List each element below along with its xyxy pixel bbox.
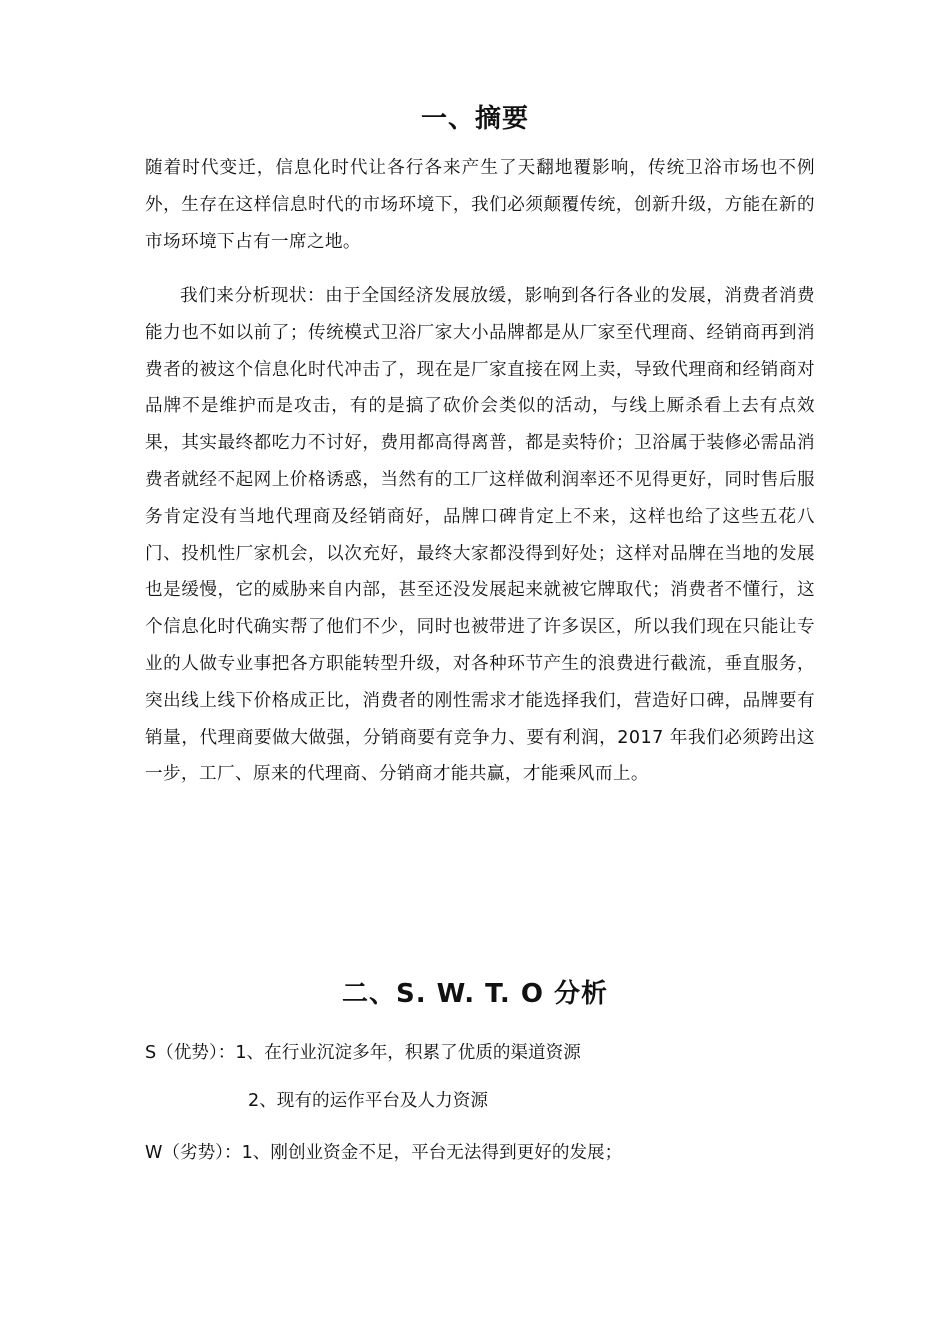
section-title-summary: 一、摘要	[420, 104, 529, 134]
summary-paragraph-2: 我们来分析现状：由于全国经济发展放缓，影响到各行各业的发展，消费者消费能力也不如以前了；传统模式卫浴厂家大小品牌都是从厂家至代理商、经销商再到消费者的被这个信息化时代冲击了，现在是厂家直接在网上卖，导致代理商和经销商对品牌不是维护而是攻击，有的是搞了砍价会类似的活动，与线上厮杀看上去有点效果，其实最终都吃力不讨好，费用都高得离普，都是卖特价；卫浴属于装修必需品消费者就经不起网上价格诱惑，当然有的工厂这样做利润率还不见得更好，同时售后服务肯定没有当地代理商及经销商好，品牌口碑肯定上不来，这样也给了这些五花八门、投机性厂家机会，以次充好，最终大家都没得到好处；这样对品牌在当地的发展也是缓慢，它的威胁来自内部，甚至还没发展起来就被它牌取代；消费者不懂行，这个信息化时代确实帮了他们不少，同时也被带进了许多误区，所以我们现在只能让专业的人做专业事把各方职能转型升级，对各种环节产生的浪费进行截流，垂直服务，突出线上线下价格成正比，消费者的刚性需求才能选择我们，营造好口碑，品牌要有销量，代理商要做大做强，分销商要有竞争力、要有利润，2017 年我们必须跨出这一步，工厂、原来的代理商、分销商才能共赢，才能乘风而上。	[145, 286, 815, 785]
swot-strength-item-2: 2、现有的运作平台及人力资源	[248, 1091, 488, 1111]
swot-strength-item-1: S（优势）：1、在行业沉淀多年，积累了优质的渠道资源	[145, 1043, 581, 1063]
summary-paragraph-1: 随着时代变迁，信息化时代让各行各来产生了天翻地覆影响，传统卫浴市场也不例外，生存在这样信息时代的市场环境下，我们必须颠覆传统，创新升级，方能在新的市场环境下占有一席之地。	[145, 158, 815, 252]
swot-weakness-item-1: W（劣势）：1、刚创业资金不足，平台无法得到更好的发展；	[145, 1143, 623, 1163]
section-title-swot: 二、S. W. T. O 分析	[341, 979, 608, 1009]
